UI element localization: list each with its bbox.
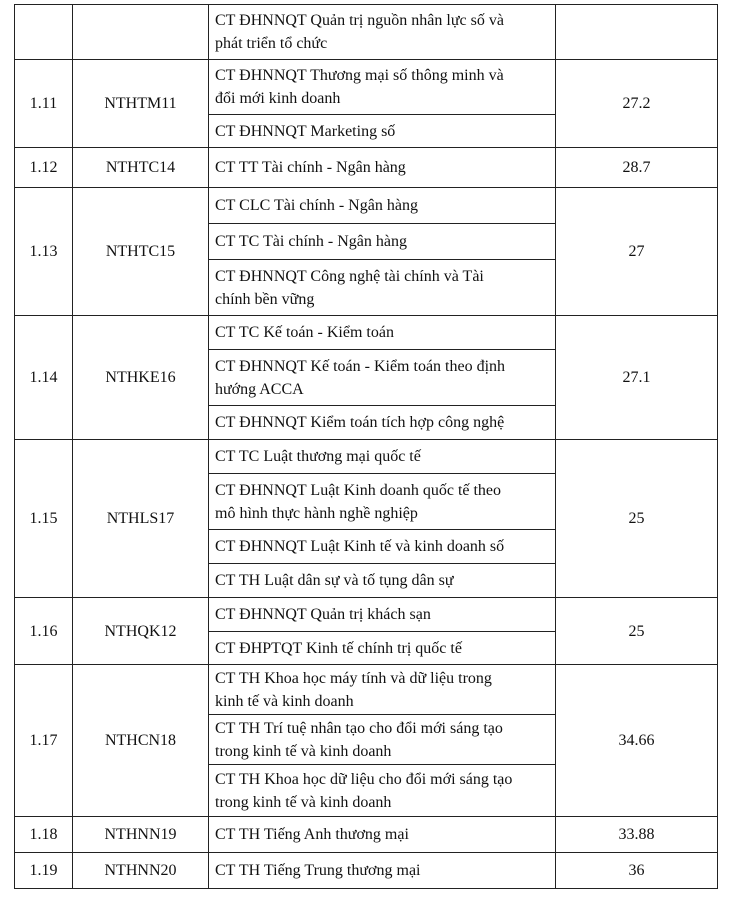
program-name-cell xyxy=(209,115,556,148)
admission-code-cell: NTHKE16 xyxy=(73,316,209,440)
program-name-cell xyxy=(209,188,556,224)
cutoff-score-cell: 27.1 xyxy=(556,316,718,440)
program-name-cell xyxy=(209,632,556,665)
program-name-line: hướng ACCA xyxy=(215,380,304,398)
cutoff-score-cell xyxy=(556,5,718,60)
program-name-line: CT TH Tiếng Anh thương mại xyxy=(215,826,409,843)
program-name-cell xyxy=(209,853,556,889)
program-name-line: CT TH Khoa học máy tính và dữ liệu trong xyxy=(215,669,492,687)
program-name-line: CT ĐHNNQT Luật Kinh doanh quốc tế theo xyxy=(215,481,502,499)
program-name-line: kinh tế và kinh doanh xyxy=(215,692,354,710)
program-name-cell xyxy=(209,817,556,853)
program-name-cell xyxy=(209,406,556,440)
row-number-cell: 1.16 xyxy=(15,598,73,665)
row-number-cell: 1.13 xyxy=(15,188,73,316)
program-name-cell xyxy=(209,765,556,817)
program-name-cell xyxy=(209,474,556,530)
program-name-cell xyxy=(209,350,556,406)
admission-code-cell: NTHNN19 xyxy=(73,817,209,853)
program-name-line: CT ĐHNNQT Kế toán - Kiểm toán theo định xyxy=(215,357,506,375)
row-number-cell: 1.18 xyxy=(15,817,73,853)
program-name-cell xyxy=(209,530,556,564)
table-row xyxy=(15,148,718,188)
program-name-cell xyxy=(209,224,556,260)
program-name-line: CT TC Kế toán - Kiểm toán xyxy=(215,324,394,341)
program-name-line: CT TH Luật dân sự và tố tụng dân sự xyxy=(215,572,454,589)
table-row xyxy=(15,316,718,350)
program-name-line: CT TH Khoa học dữ liệu cho đổi mới sáng tạo xyxy=(215,770,513,788)
program-name-line: trong kinh tế và kinh doanh xyxy=(215,793,392,811)
program-name-cell xyxy=(209,5,556,60)
program-name-line: CT TH Tiếng Trung thương mại xyxy=(215,862,421,879)
table-row xyxy=(15,60,718,115)
admission-code-cell: NTHLS17 xyxy=(73,440,209,598)
row-number-cell: 1.14 xyxy=(15,316,73,440)
row-number-cell: 1.11 xyxy=(15,60,73,148)
program-name-line: CT ĐHNNQT Quản trị khách sạn xyxy=(215,606,431,623)
program-name-cell xyxy=(209,148,556,188)
program-name-line: CT ĐHNNQT Thương mại số thông minh và xyxy=(215,67,504,84)
program-name-cell xyxy=(209,440,556,474)
program-name-cell xyxy=(209,260,556,316)
row-number-cell: 1.15 xyxy=(15,440,73,598)
cutoff-score-cell: 33.88 xyxy=(556,817,718,853)
program-name-line: trong kinh tế và kinh doanh xyxy=(215,742,392,760)
admission-code-cell: NTHTC14 xyxy=(73,148,209,188)
program-name-cell xyxy=(209,715,556,765)
program-name-line: CT TH Trí tuệ nhân tạo cho đổi mới sáng tạo xyxy=(215,719,503,737)
table-row xyxy=(15,598,718,632)
table-row xyxy=(15,188,718,224)
cutoff-score-cell: 34.66 xyxy=(556,665,718,817)
row-number-cell: 1.17 xyxy=(15,665,73,817)
program-name-cell xyxy=(209,316,556,350)
admission-code-cell: NTHCN18 xyxy=(73,665,209,817)
program-name-line: CT ĐHNNQT Kiểm toán tích hợp công nghệ xyxy=(215,414,505,431)
table-row xyxy=(15,440,718,474)
program-name-line: mô hình thực hành nghề nghiệp xyxy=(215,504,418,522)
program-name-line: chính bền vững xyxy=(215,290,315,308)
program-name-line: CT ĐHNNQT Công nghệ tài chính và Tài xyxy=(215,267,484,285)
cutoff-score-cell: 25 xyxy=(556,598,718,665)
row-number-cell: 1.19 xyxy=(15,853,73,889)
admission-code-cell: NTHTM11 xyxy=(73,60,209,148)
row-number-cell xyxy=(15,5,73,60)
cutoff-score-cell: 28.7 xyxy=(556,148,718,188)
table-row xyxy=(15,5,718,60)
table-row xyxy=(15,853,718,889)
cutoff-score-cell: 27 xyxy=(556,188,718,316)
cutoff-score-cell: 27.2 xyxy=(556,60,718,148)
admission-score-table xyxy=(14,4,718,889)
table-row xyxy=(15,665,718,715)
program-name-line: phát triển tổ chức xyxy=(215,35,328,52)
admission-code-cell: NTHNN20 xyxy=(73,853,209,889)
admission-score-sheet xyxy=(14,4,717,889)
program-name-line: CT ĐHPTQT Kinh tế chính trị quốc tế xyxy=(215,639,462,657)
cutoff-score-cell: 25 xyxy=(556,440,718,598)
program-name-line: CT ĐHNNQT Quản trị nguồn nhân lực số và xyxy=(215,12,504,29)
program-name-cell xyxy=(209,60,556,115)
program-name-line: đổi mới kinh doanh xyxy=(215,90,341,107)
program-name-cell xyxy=(209,564,556,598)
cutoff-score-cell: 36 xyxy=(556,853,718,889)
program-name-cell xyxy=(209,665,556,715)
admission-code-cell: NTHQK12 xyxy=(73,598,209,665)
admission-code-cell: NTHTC15 xyxy=(73,188,209,316)
program-name-line: CT TC Luật thương mại quốc tế xyxy=(215,448,421,465)
program-name-line: CT TC Tài chính - Ngân hàng xyxy=(215,233,407,250)
table-body xyxy=(15,5,718,889)
program-name-line: CT CLC Tài chính - Ngân hàng xyxy=(215,197,418,214)
admission-code-cell xyxy=(73,5,209,60)
program-name-line: CT ĐHNNQT Luật Kinh tế và kinh doanh số xyxy=(215,538,505,555)
program-name-line: CT TT Tài chính - Ngân hàng xyxy=(215,159,406,176)
program-name-cell xyxy=(209,598,556,632)
table-row xyxy=(15,817,718,853)
row-number-cell: 1.12 xyxy=(15,148,73,188)
program-name-line: CT ĐHNNQT Marketing số xyxy=(215,122,396,140)
